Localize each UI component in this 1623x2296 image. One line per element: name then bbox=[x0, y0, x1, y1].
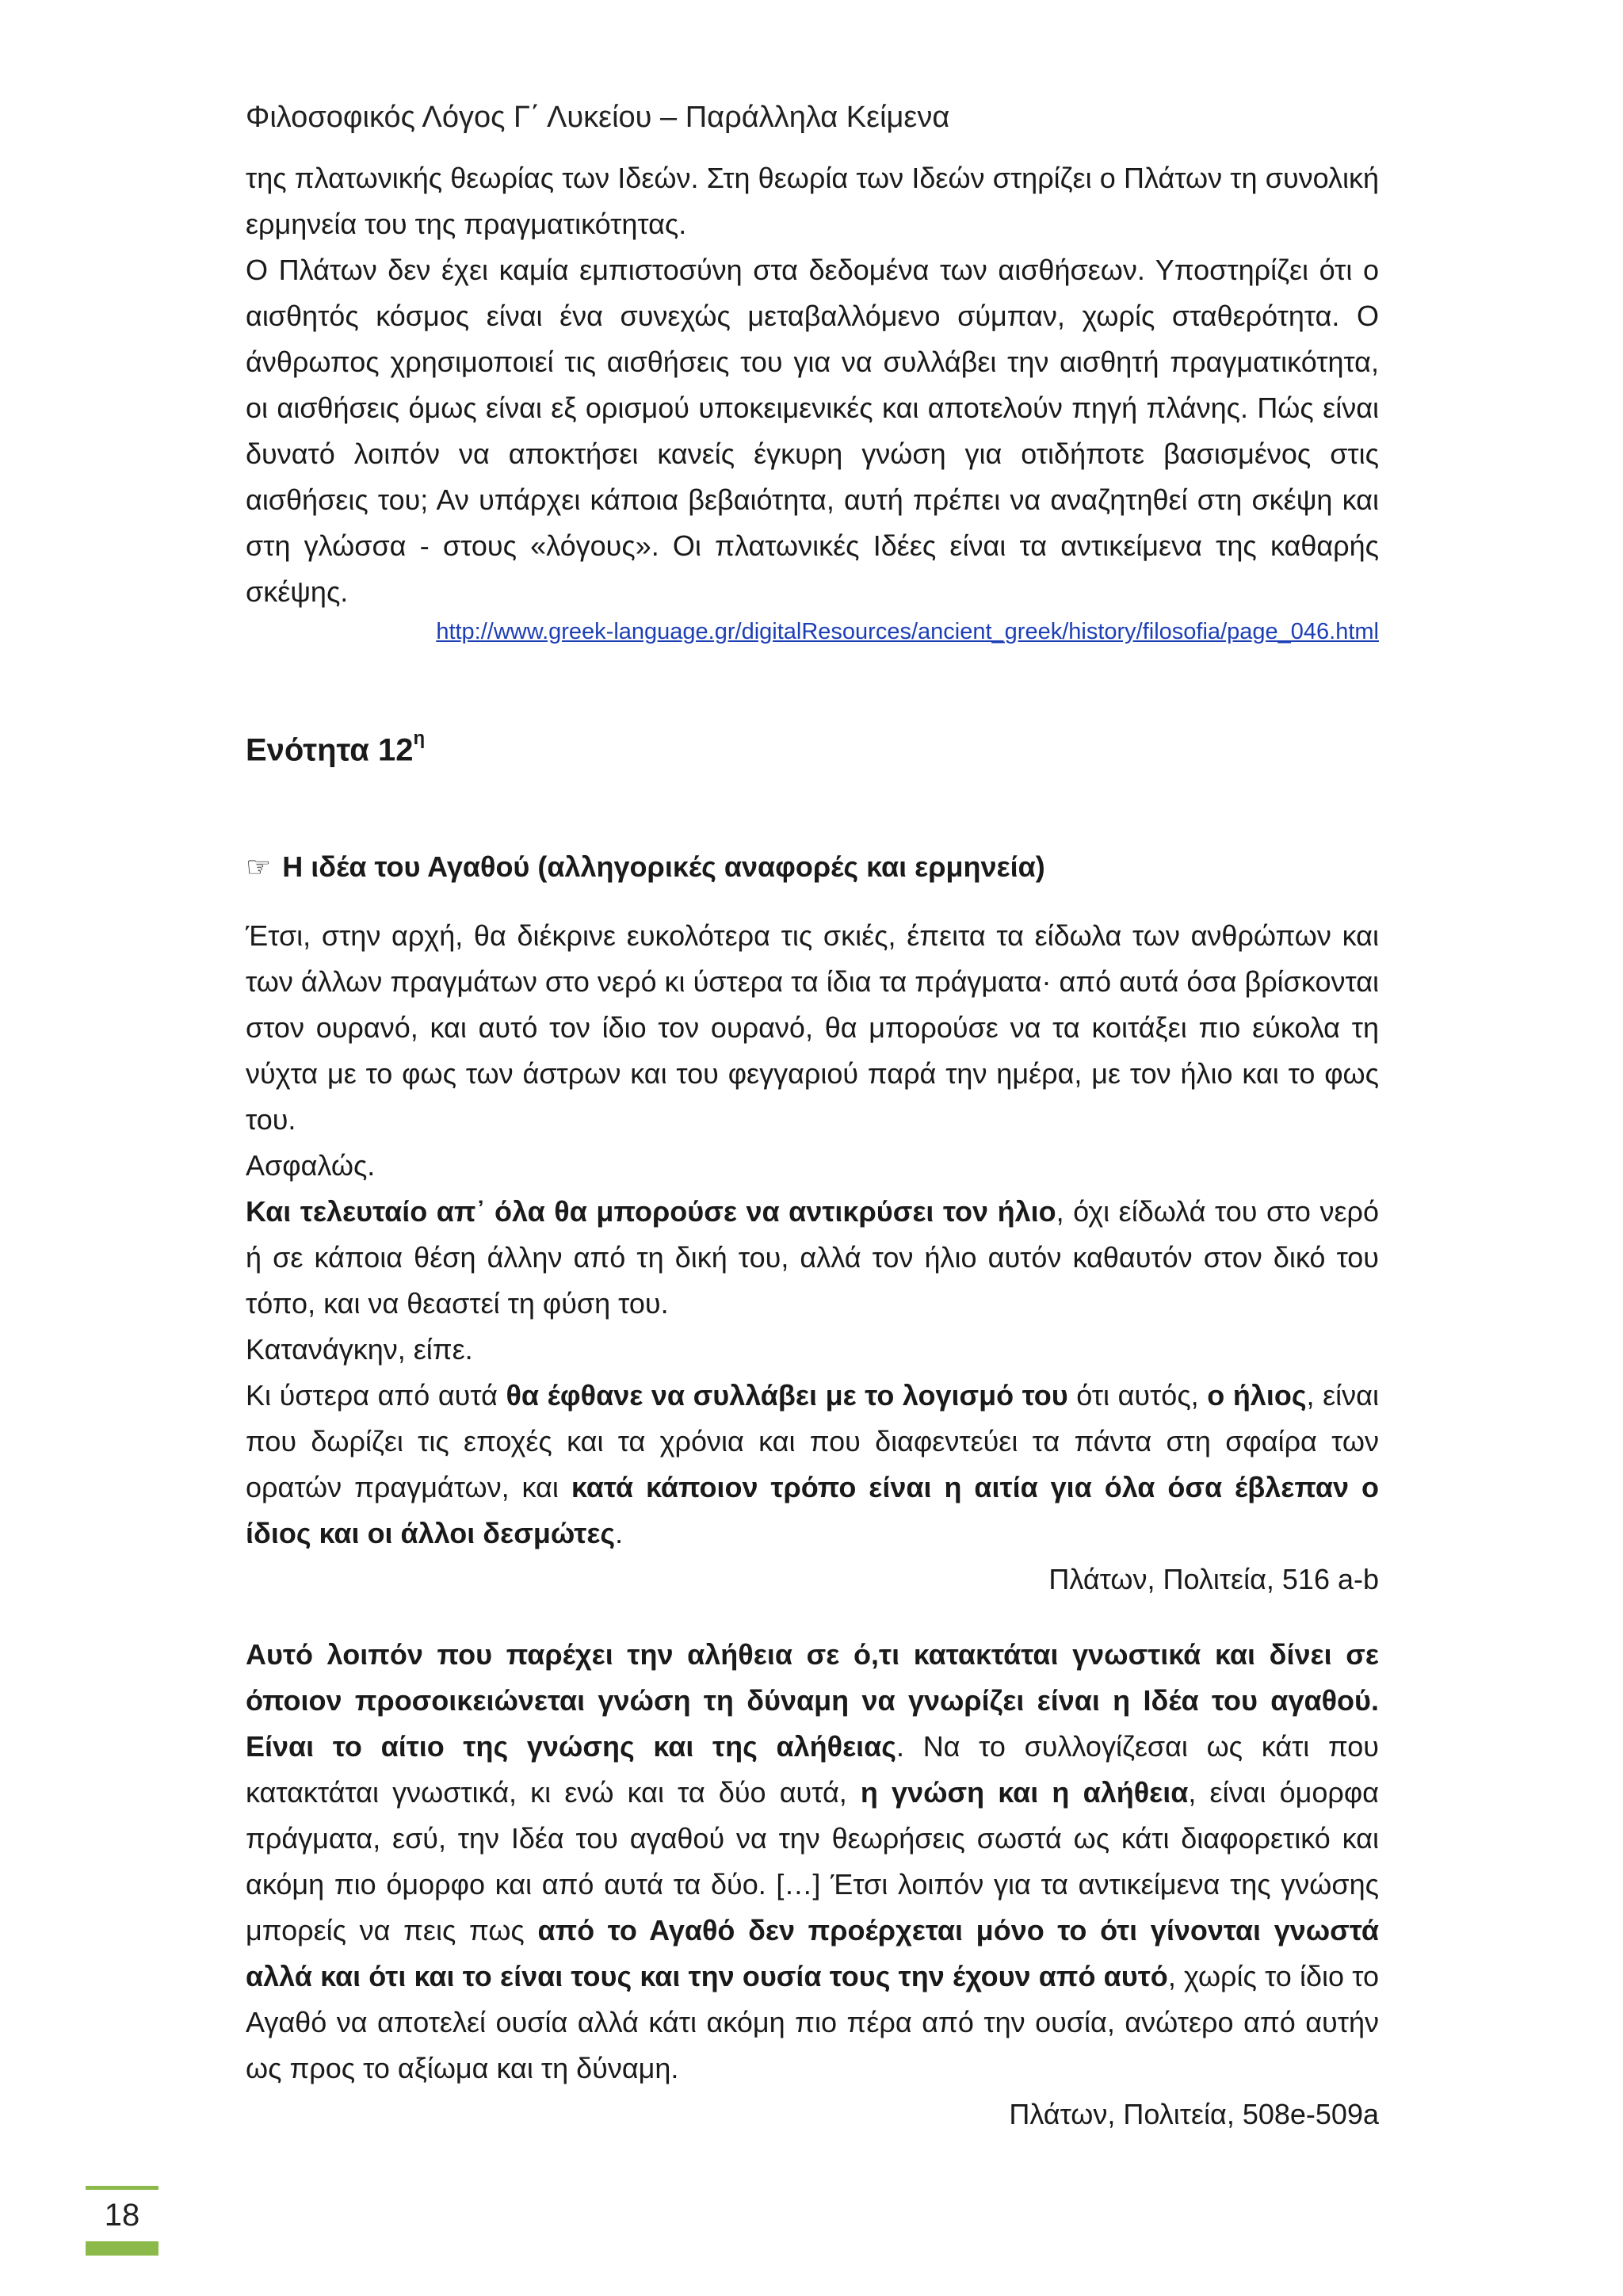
quote-republic-516 bbox=[246, 913, 1379, 1603]
quote1-p5-g: . bbox=[615, 1517, 624, 1549]
page-number: 18 bbox=[104, 2198, 140, 2233]
quote1-paragraph-3 bbox=[246, 1189, 1379, 1327]
quote1-paragraph-2: Ασφαλώς. bbox=[246, 1149, 376, 1182]
quote1-p3-rest: , όχι είδωλά του στο νερό ή σε κάποια θέση άλλην από τη δική του, αλλά τον ήλιο αυτόν καθαυτόν στον δικό του τόπο, και να θεαστεί τη φύση του. bbox=[246, 1195, 1380, 1320]
subheading-text: Η ιδέα του Αγαθού (αλληγορικές αναφορές και ερμηνεία) bbox=[282, 850, 1045, 883]
quote1-p5-e: , είναι που δωρίζει τις εποχές και τα χρόνια και που διαφεντεύει τα πάντα στη σφαίρα των ορατών πραγμάτων, και bbox=[246, 1379, 1379, 1503]
source-link[interactable]: http://www.greek-language.gr/digitalResources/ancient_greek/history/filosofia/page_046.html bbox=[436, 619, 1379, 644]
quote2-text-d: , είναι όμορφα πράγματα, εσύ, την Ιδέα του αγαθού να την θεωρήσεις σωστά ως κάτι διαφορετικό και ακόμη πιο όμορφο και από αυτά τα δύο. […] Έτσι λοιπόν για τα αντικείμενα της γνώσης μπορείς να πεις πως bbox=[246, 1776, 1379, 1946]
quote2-text-b: . Να το συλλογίζεσαι ως κάτι που κατακτάται γνωστικά, κι ενώ και τα δύο αυτά, bbox=[246, 1730, 1379, 1809]
pointing-hand-icon: ☞ bbox=[246, 850, 272, 883]
quote2-text-f: , χωρίς το ίδιο το Αγαθό να αποτελεί ουσία αλλά κάτι ακόμη πιο πέρα από την ουσία, ανώτερο από αυτήν ως προς το αξίωμα και τη δύναμη. bbox=[246, 1960, 1379, 2084]
page-number-bottom-bar bbox=[86, 2241, 158, 2256]
quote1-citation: Πλάτων, Πολιτεία, 516 a-b bbox=[1048, 1563, 1379, 1595]
quote1-bold-sun: Και τελευταίο απ᾽ όλα θα μπορούσε να αντικρύσει τον ήλιο bbox=[246, 1195, 1056, 1228]
section-title bbox=[246, 720, 425, 774]
quote2-bold-c: η γνώση και η αλήθεια bbox=[860, 1776, 1189, 1809]
quote1-paragraph-5 bbox=[246, 1373, 1379, 1557]
quote1-p5-b: θα έφθανε να συλλάβει με το λογισμό του bbox=[506, 1379, 1068, 1412]
quote1-p5-a: Κι ύστερα από αυτά bbox=[246, 1379, 506, 1412]
running-header: Φιλοσοφικός Λόγος Γ΄ Λυκείου – Παράλληλα Κείμενα bbox=[246, 101, 950, 134]
intro-paragraph-2: Ο Πλάτων δεν έχει καμία εμπιστοσύνη στα δεδομένα των αισθήσεων. Υποστηρίζει ότι ο αισθητός κόσμος είναι ένα συνεχώς μεταβαλλόμενο σύμπαν, χωρίς σταθερότητα. Ο άνθρωπος χρησιμοποιεί τις αισθήσεις του για να συλλάβει την αισθητή πραγματικότητα, οι αισθήσεις όμως είναι εξ ορισμού υποκειμενικές και αποτελούν πηγή πλάνης. Πώς είναι δυνατό λοιπόν να αποκτήσει κανείς έγκυρη γνώση για οτιδήποτε βασισμένος στις αισθήσεις του; Αν υπάρχει κάποια βεβαιότητα, αυτή πρέπει να αναζητηθεί στη σκέψη και στη γλώσσα - στους «λόγους». Οι πλατωνικές Ιδέες είναι τα αντικείμενα της καθαρής σκέψης. bbox=[246, 254, 1379, 608]
section-title-text: Ενότητα 12 bbox=[246, 732, 414, 768]
section-title-superscript: η bbox=[413, 728, 426, 749]
intro-text bbox=[246, 155, 1379, 615]
quote1-p5-f: κατά κάποιον τρόπο είναι η αιτία για όλα όσα έβλεπαν ο ίδιος και οι άλλοι δεσμώτες bbox=[246, 1471, 1379, 1549]
quote2-citation: Πλάτων, Πολιτεία, 508e-509a bbox=[1009, 2098, 1379, 2130]
subheading bbox=[246, 845, 1045, 889]
quote1-p5-c: ότι αυτός, bbox=[1067, 1379, 1208, 1412]
quote-republic-508e bbox=[246, 1632, 1379, 2137]
quote1-p5-d: ο ήλιος bbox=[1207, 1379, 1307, 1412]
quote2-bold-a: Αυτό λοιπόν που παρέχει την αλήθεια σε ό,τι κατακτάται γνωστικά και δίνει σε όποιον προσοικειώνεται γνώση τη δύναμη να γνωρίζει είναι η Ιδέα του αγαθού. Είναι το αίτιο της γνώσης και της αλήθειας bbox=[246, 1638, 1379, 1763]
quote2-bold-e: από το Αγαθό δεν προέρχεται μόνο το ότι γίνονται γνωστά αλλά και ότι και το είναι τους και την ουσία τους την έχουν από αυτό bbox=[246, 1914, 1379, 1992]
quote1-paragraph-1: Έτσι, στην αρχή, θα διέκρινε ευκολότερα τις σκιές, έπειτα τα είδωλα των ανθρώπων και των άλλων πραγμάτων στο νερό κι ύστερα τα ίδια τα πράγματα· από αυτά όσα βρίσκονται στον ουρανό, και αυτό τον ίδιο τον ουρανό, θα μπορούσε να τα κοιτάξει πιο εύκολα τη νύχτα με το φως των άστρων και του φεγγαριού παρά την ημέρα, με τον ήλιο και το φως του. bbox=[246, 919, 1379, 1136]
intro-paragraph-1: της πλατωνικής θεωρίας των Ιδεών. Στη θεωρία των Ιδεών στηρίζει ο Πλάτων τη συνολική ερμηνεία του της πραγματικότητας. bbox=[246, 162, 1379, 240]
quote1-paragraph-4: Κατανάγκην, είπε. bbox=[246, 1333, 473, 1366]
page-number-top-bar bbox=[86, 2186, 158, 2190]
quote2-paragraph bbox=[246, 1632, 1379, 2092]
